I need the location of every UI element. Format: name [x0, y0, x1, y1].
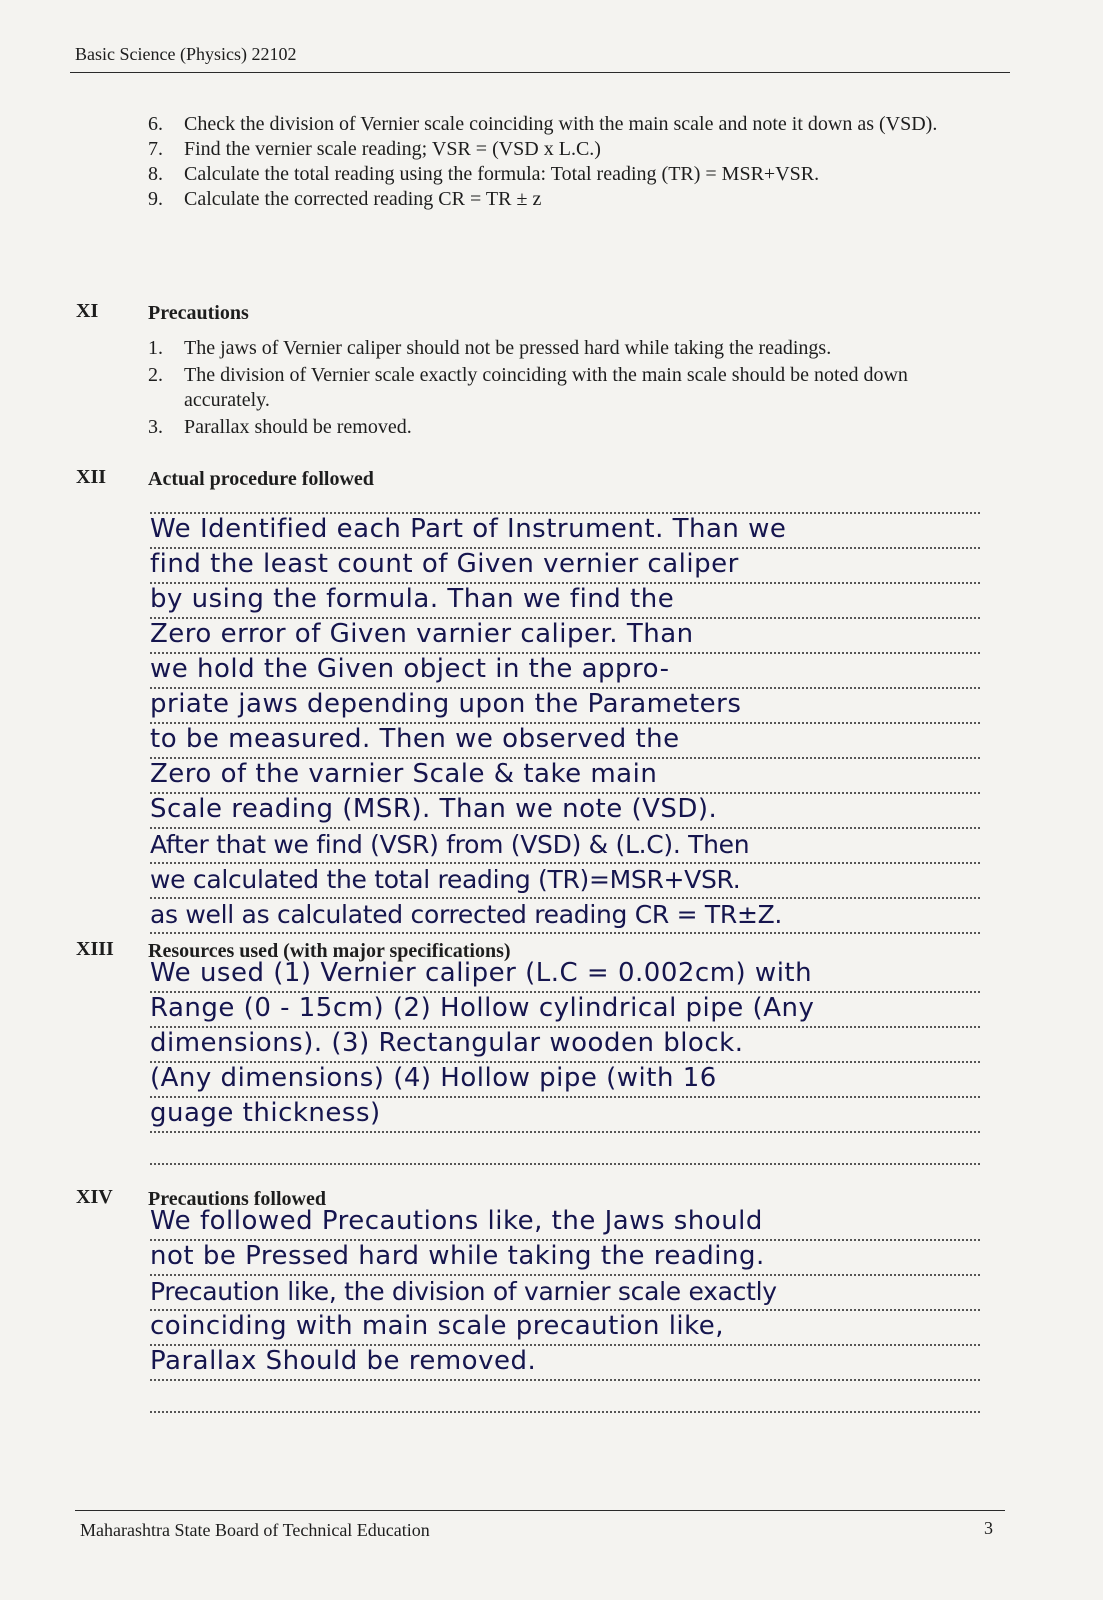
section-xiii-title: Resources used (with major specifications)	[148, 940, 511, 962]
resources-used-handwritten	[150, 958, 980, 1165]
footer-organization: Maharashtra State Board of Technical Education	[80, 1520, 430, 1540]
section-xi-number: XI	[76, 300, 99, 322]
procedure-steps	[148, 112, 978, 212]
handwritten-line: We followed Precautions like, the Jaws should	[150, 1206, 980, 1241]
blank-dotted-line	[150, 1133, 980, 1165]
procedure-step	[148, 162, 978, 187]
procedure-step	[148, 137, 978, 162]
handwritten-line: Scale reading (MSR). Than we note (VSD).	[150, 794, 980, 829]
handwritten-line: by using the formula. Than we find the	[150, 584, 980, 619]
handwritten-line: We Identified each Part of Instrument. Than we	[150, 514, 980, 549]
handwritten-line: as well as calculated corrected reading CR = TR±Z.	[150, 899, 980, 934]
precaution-text: Parallax should be removed.	[184, 416, 412, 438]
section-xii-title: Actual procedure followed	[148, 468, 374, 490]
handwritten-line: Range (0 - 15cm) (2) Hollow cylindrical pipe (Any	[150, 993, 980, 1028]
handwritten-line: (Any dimensions) (4) Hollow pipe (with 16	[150, 1063, 980, 1098]
handwritten-line: not be Pressed hard while taking the reading.	[150, 1241, 980, 1276]
precautions-list	[148, 336, 978, 440]
step-number: 7.	[148, 138, 163, 160]
page-header-title: Basic Science (Physics) 22102	[75, 44, 297, 64]
handwritten-line: Precaution like, the division of varnier scale exactly	[150, 1276, 980, 1311]
precautions-followed-handwritten	[150, 1206, 980, 1413]
step-number: 6.	[148, 113, 163, 135]
handwritten-line: After that we find (VSR) from (VSD) & (L.C). Then	[150, 829, 980, 864]
section-xiii-number: XIII	[76, 938, 114, 960]
step-text: Calculate the corrected reading CR = TR ± z	[184, 188, 542, 210]
header-rule	[70, 72, 1010, 73]
step-number: 8.	[148, 163, 163, 185]
step-text: Check the division of Vernier scale coinciding with the main scale and note it down as (VSD).	[184, 113, 938, 135]
procedure-step	[148, 187, 978, 212]
handwritten-line: to be measured. Then we observed the	[150, 724, 980, 759]
precaution-item	[148, 363, 978, 413]
handwritten-line: We used (1) Vernier caliper (L.C = 0.002cm) with	[150, 958, 980, 993]
actual-procedure-handwritten	[150, 492, 980, 934]
precaution-text: The division of Vernier scale exactly coinciding with the main scale should be noted down accurately.	[184, 364, 908, 411]
step-number: 9.	[148, 188, 163, 210]
precaution-item	[148, 336, 978, 361]
handwritten-line: dimensions). (3) Rectangular wooden block.	[150, 1028, 980, 1063]
precaution-number: 2.	[148, 364, 163, 386]
handwritten-line: Parallax Should be removed.	[150, 1346, 980, 1381]
handwritten-line: find the least count of Given vernier caliper	[150, 549, 980, 584]
footer-rule	[75, 1510, 1005, 1511]
handwritten-line: Zero error of Given varnier caliper. Than	[150, 619, 980, 654]
procedure-step	[148, 112, 978, 137]
section-xiv-title: Precautions followed	[148, 1188, 326, 1210]
section-xii-number: XII	[76, 466, 107, 488]
precaution-item	[148, 415, 978, 440]
handwritten-line: we calculated the total reading (TR)=MSR+VSR.	[150, 864, 980, 899]
blank-dotted-line	[150, 492, 980, 514]
precaution-text: The jaws of Vernier caliper should not be pressed hard while taking the readings.	[184, 337, 832, 359]
handwritten-line: priate jaws depending upon the Parameters	[150, 689, 980, 724]
precaution-number: 3.	[148, 416, 163, 438]
handwritten-line: guage thickness)	[150, 1098, 980, 1133]
handwritten-line: coinciding with main scale precaution like,	[150, 1311, 980, 1346]
handwritten-line: Zero of the varnier Scale & take main	[150, 759, 980, 794]
handwritten-line: we hold the Given object in the appro-	[150, 654, 980, 689]
precaution-number: 1.	[148, 337, 163, 359]
step-text: Find the vernier scale reading; VSR = (VSD x L.C.)	[184, 138, 601, 160]
step-text: Calculate the total reading using the formula: Total reading (TR) = MSR+VSR.	[184, 163, 820, 185]
section-xiv-number: XIV	[76, 1186, 113, 1208]
section-xi-title: Precautions	[148, 302, 249, 324]
page-number: 3	[984, 1518, 993, 1538]
blank-dotted-line	[150, 1381, 980, 1413]
